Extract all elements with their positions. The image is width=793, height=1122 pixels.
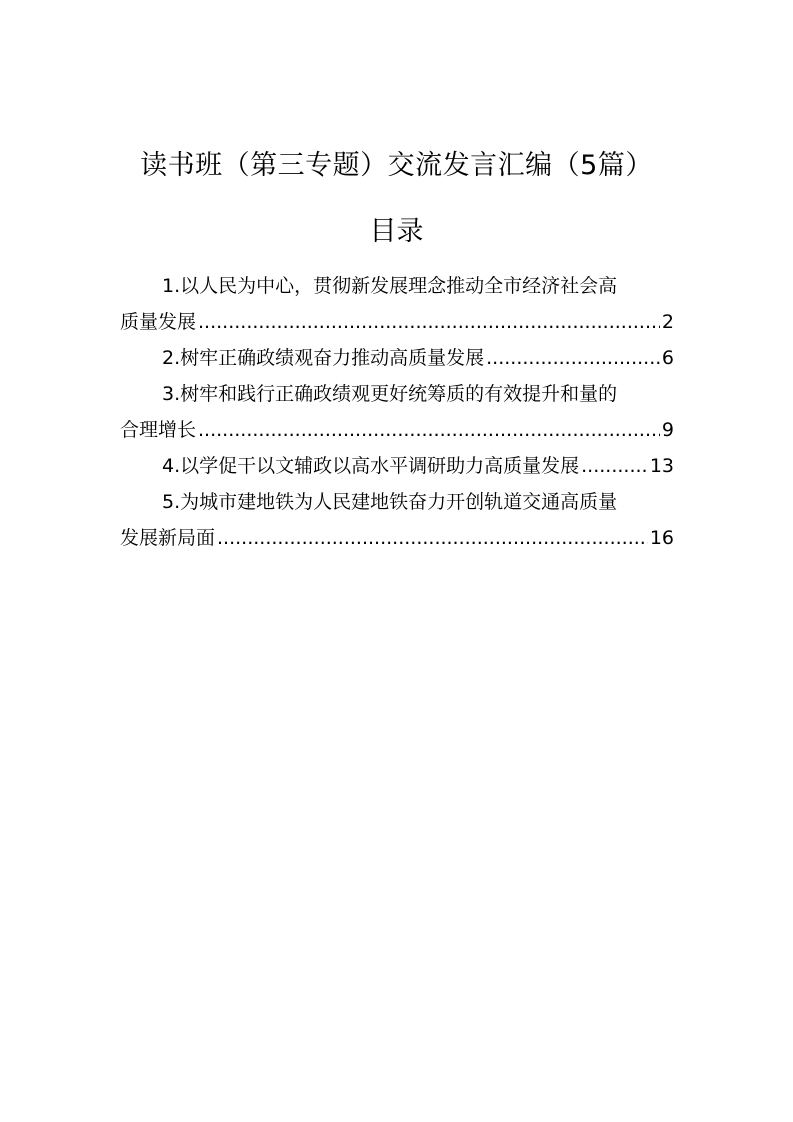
table-of-contents [120, 268, 674, 556]
toc-entry-3[interactable] [120, 376, 674, 448]
toc-page-number: 16 [649, 527, 674, 549]
toc-page-number: 9 [661, 419, 674, 441]
toc-page-number: 2 [661, 311, 674, 333]
dot-leader [581, 448, 648, 484]
toc-entry-title: 4.以学促干以文辅政以高水平调研助力高质量发展 [162, 455, 580, 477]
toc-entry-4[interactable] [120, 448, 674, 484]
toc-heading: 目录 [369, 216, 424, 247]
toc-entry-title-line1: 1.以人民为中心，贯彻新发展理念推动全市经济社会高 [162, 275, 618, 297]
toc-entry-last-line [120, 340, 674, 376]
document-title: 读书班（第三专题）交流发言汇编（5篇） [140, 150, 653, 181]
toc-page-number: 13 [649, 455, 674, 477]
toc-page-number: 6 [661, 347, 674, 369]
toc-entry-title-line1: 5.为城市建地铁为人民建地铁奋力开创轨道交通高质量 [162, 491, 618, 513]
dot-leader [198, 304, 660, 340]
dot-leader [198, 412, 660, 448]
toc-entry-1[interactable] [120, 268, 674, 340]
toc-entry-title-line2: 发展新局面 [120, 527, 216, 549]
toc-entry-5[interactable] [120, 484, 674, 556]
toc-entry-title-line1: 3.树牢和践行正确政绩观更好统筹质的有效提升和量的 [162, 383, 618, 405]
dot-leader [486, 340, 660, 376]
toc-entry-last-line [120, 448, 674, 484]
toc-entry-title-line2: 合理增长 [120, 419, 197, 441]
toc-entry-last-line [120, 304, 674, 340]
toc-entry-title: 2.树牢正确政绩观奋力推动高质量发展 [162, 347, 485, 369]
toc-entry-last-line [120, 412, 674, 448]
toc-entry-last-line [120, 520, 674, 556]
toc-entry-2[interactable] [120, 340, 674, 376]
toc-entry-title-line2: 质量发展 [120, 311, 197, 333]
dot-leader [217, 520, 648, 556]
